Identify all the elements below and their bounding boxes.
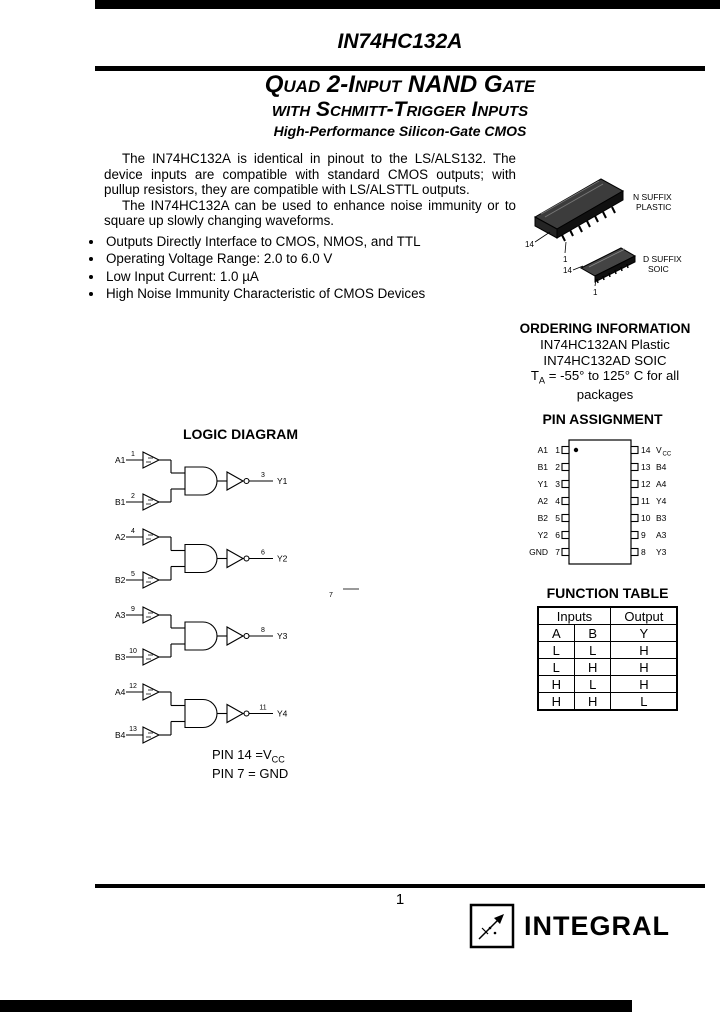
pin-label: A1: [537, 445, 548, 455]
doc-title-line2: with Schmitt-Trigger Inputs: [271, 98, 529, 122]
function-table-block: [525, 585, 690, 711]
pin-label: B2: [537, 513, 548, 523]
col-y-header: Y: [611, 625, 678, 642]
gate1-input2-label: B1: [115, 497, 126, 507]
top-bar: [95, 0, 720, 9]
col-b-header: B: [574, 625, 610, 642]
feature-item: • Low Input Current: 1.0 µA: [104, 269, 516, 285]
gate2-input1-label: A2: [115, 532, 126, 542]
pin-number: 10: [641, 513, 651, 523]
pin-number: 3: [555, 479, 560, 489]
gate2-output-pin: 6: [261, 549, 265, 557]
dip-pin1-number: 1: [563, 255, 568, 264]
function-table-title: FUNCTION TABLE: [546, 585, 669, 601]
footer-rule: [95, 884, 705, 888]
soic-pin1-number: 1: [593, 288, 598, 297]
table-row: [538, 659, 678, 676]
pin-number: 14: [641, 445, 651, 455]
pin7-note: PIN 7 = GND: [212, 765, 289, 781]
pin7-number: 7: [329, 592, 333, 599]
cell: L: [611, 693, 678, 711]
cell: H: [574, 693, 610, 711]
pin-number: 12: [641, 479, 651, 489]
cell: L: [574, 642, 610, 659]
col-a-header: A: [538, 625, 575, 642]
ordering-information: [495, 321, 715, 402]
pin-assignment-figure: [510, 437, 695, 569]
table-header-row: [538, 607, 678, 625]
features-list: [91, 234, 516, 302]
gate4-input2-label: B4: [115, 730, 126, 740]
feature-item: • Operating Voltage Range: 2.0 to 6.0 V: [104, 251, 516, 267]
cell: H: [611, 642, 678, 659]
soic-package-drawing: [563, 248, 682, 297]
package-drawings: [505, 165, 720, 315]
gate3-input2-pin: 10: [129, 648, 137, 655]
pin-label: Y4: [656, 496, 667, 506]
pin-number: 13: [641, 462, 651, 472]
output-header: Output: [611, 607, 678, 625]
dip-pin14-number: 14: [525, 240, 534, 249]
gate4-input1-pin: 12: [129, 683, 137, 690]
cell: H: [538, 693, 575, 711]
pin-number: 1: [555, 445, 560, 455]
integral-logo-icon: [468, 902, 516, 950]
ordering-line-soic: IN74HC132AD SOIC: [543, 352, 667, 368]
soic-pin14-number: 14: [563, 266, 572, 275]
table-row: [538, 693, 678, 711]
description-block: [104, 151, 516, 304]
temp-subscript: A: [538, 375, 546, 386]
pin-label: A2: [537, 496, 548, 506]
pin-number: 4: [555, 496, 560, 506]
table-row: [538, 642, 678, 659]
nand-gate-1: [115, 451, 288, 510]
pin-number: 7: [555, 547, 560, 557]
pin7-annotation: [329, 589, 359, 599]
soic-suffix-label: D SUFFIX: [643, 254, 682, 264]
gate4-input2-pin: 13: [129, 726, 137, 733]
nand-gate-4: [115, 683, 288, 743]
gate1-input1-label: A1: [115, 455, 126, 465]
pin14-note: [212, 747, 288, 766]
gate3-input1-pin: 9: [131, 606, 135, 613]
cell: L: [538, 642, 575, 659]
dip-suffix-label: N SUFFIX: [633, 192, 672, 202]
cell: H: [611, 676, 678, 693]
gate1-output-pin: 3: [261, 472, 265, 479]
logic-diagram-title: LOGIC DIAGRAM: [182, 426, 299, 442]
pin1-indicator-dot: [574, 448, 578, 452]
gate2-output-label: Y2: [277, 553, 288, 564]
ordering-title: ORDERING INFORMATION: [519, 321, 691, 336]
soic-type-label: SOIC: [648, 264, 669, 274]
logic-diagram-notes: [212, 747, 288, 782]
gate3-output-label: Y3: [277, 631, 288, 641]
gate4-input1-label: A4: [115, 687, 126, 697]
description-paragraph-2: The IN74HC132A can be used to enhance noise immunity or to square up slowly changing waveforms.: [104, 197, 516, 229]
gate3-output-pin: 8: [261, 627, 265, 634]
gate2-input2-label: B2: [115, 575, 126, 585]
pin-number: 5: [555, 513, 560, 523]
table-subheader-row: [538, 625, 678, 642]
pin-number: 6: [555, 530, 560, 540]
part-number-title: IN74HC132A: [337, 30, 463, 53]
pin-label: Y2: [537, 530, 548, 540]
pin-label: B4: [656, 462, 667, 472]
table-row: [538, 676, 678, 693]
gate2-input2-pin: 5: [131, 571, 135, 578]
gate3-input2-label: B3: [115, 652, 126, 662]
cell: L: [574, 676, 610, 693]
doc-title-line1: Quad 2-Input NAND Gate: [264, 71, 536, 98]
logic-diagram-figure: [113, 444, 368, 756]
pin-number: 11: [641, 496, 650, 506]
pin-label: Y1: [537, 479, 548, 489]
pin-label-subscript: CC: [662, 451, 672, 458]
cell: H: [538, 676, 575, 693]
doc-subtitle: High-Performance Silicon-Gate CMOS: [273, 123, 527, 140]
nand-gate-2: [115, 528, 288, 588]
title-block: [95, 72, 705, 139]
feature-item: • High Noise Immunity Characteristic of CMOS Devices: [104, 286, 516, 302]
dip-body: [569, 440, 631, 564]
gate2-input1-pin: 4: [131, 528, 135, 535]
pin-label: A4: [656, 479, 667, 489]
pin-number: 8: [641, 547, 646, 557]
nand-gate-3: [115, 606, 288, 665]
pin-label: GND: [529, 547, 548, 557]
gate3-input1-label: A3: [115, 610, 126, 620]
pin-label: Y3: [656, 547, 667, 557]
manufacturer-logo: [468, 902, 670, 950]
gate1-input2-pin: 2: [131, 493, 135, 500]
gate4-output-pin: 11: [259, 704, 267, 712]
pin-number: 2: [555, 462, 560, 472]
pin-label: B1: [537, 462, 548, 472]
pin-label: A3: [656, 530, 667, 540]
function-table: [537, 606, 679, 711]
dip-package-drawing: [525, 179, 672, 264]
pin-number: 9: [641, 530, 646, 540]
page-number: 1: [395, 891, 405, 908]
cell: L: [538, 659, 575, 676]
temp-symbol: T: [530, 368, 539, 384]
gate1-output-label: Y1: [277, 476, 288, 486]
ordering-temp-range-2: packages: [576, 386, 634, 402]
dip-type-label: PLASTIC: [636, 202, 672, 212]
gate4-output-label: Y4: [277, 708, 288, 719]
cell: H: [574, 659, 610, 676]
pin14-note-text: PIN 14 =V: [212, 747, 272, 762]
bottom-bar: [0, 1000, 632, 1012]
logo-text: INTEGRAL: [524, 910, 670, 941]
pin14-note-subscript: CC: [271, 754, 285, 765]
ordering-line-plastic: IN74HC132AN Plastic: [540, 336, 670, 352]
description-paragraph-1: The IN74HC132A is identical in pinout to the LS/ALS132. The device inputs are compatible with standard CMOS outputs; with pullup resistors, they are compatible with LS/ALSTTL outputs.: [104, 151, 516, 198]
feature-item: • Outputs Directly Interface to CMOS, NMOS, and TTL: [104, 234, 516, 250]
pin-label: B3: [656, 513, 667, 523]
gate1-input1-pin: 1: [131, 451, 135, 458]
pin-assignment-title: PIN ASSIGNMENT: [542, 411, 663, 427]
temp-range-text: = -55° to 125° C for all: [545, 368, 680, 384]
cell: H: [611, 659, 678, 676]
pin-label: V: [656, 445, 662, 455]
ordering-temp-range: [495, 368, 715, 387]
inputs-header: Inputs: [538, 607, 611, 625]
